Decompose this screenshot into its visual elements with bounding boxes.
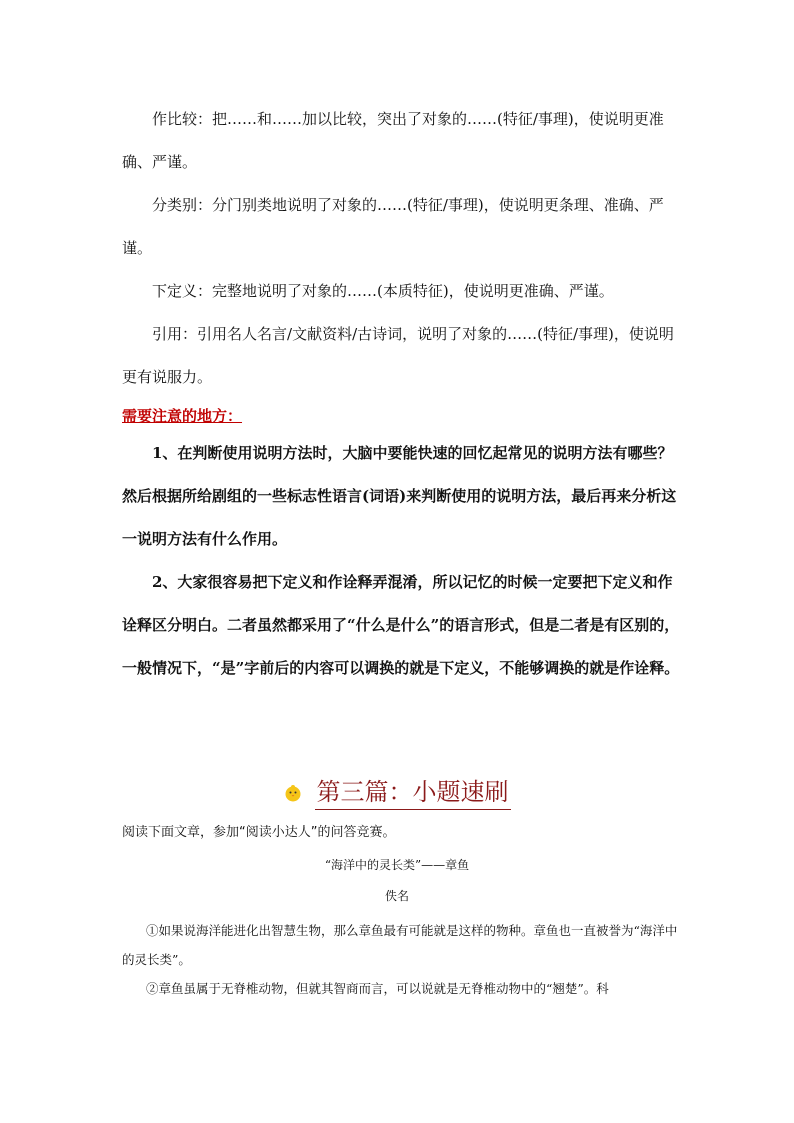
- chick-icon: [283, 783, 303, 803]
- article-author: 佚名: [384, 889, 409, 903]
- method-text: 把……和……加以比较，突出了对象的……(特征/事理)，使说明更准确、严谨。: [122, 110, 664, 171]
- reading-intro: 阅读下面文章，参加“阅读小达人”的问答竞赛。: [122, 825, 396, 840]
- method-classification: [122, 184, 682, 270]
- method-label: 引用：: [152, 325, 198, 343]
- section-header: [0, 776, 794, 816]
- method-text: 完整地说明了对象的……(本质特征)，使说明更准确、严谨。: [212, 282, 614, 300]
- method-comparison: [122, 98, 682, 184]
- section-title: 第三篇：小题速刷: [315, 776, 511, 810]
- notice-title: 需要注意的地方：: [122, 407, 243, 425]
- method-definition: [122, 270, 682, 313]
- section-header-inner: [283, 776, 510, 810]
- method-quotation: [122, 313, 682, 399]
- article-paragraph: ①如果说海洋能进化出智慧生物，那么章鱼最有可能就是这样的物种。章鱼也一直被誉为“海洋中的灵长类”。: [122, 923, 678, 967]
- method-label: 分类别：: [152, 196, 213, 214]
- article-paragraph: ②章鱼虽属于无脊椎动物，但就其智商而言，可以说就是无脊椎动物中的“翘楚”。科: [146, 981, 609, 996]
- method-label: 作比较：: [152, 110, 213, 128]
- method-text: 引用名人名言/文献资料/古诗词，说明了对象的……(特征/事理)，使说明更有说服力。: [122, 325, 674, 386]
- explanation-methods: [122, 98, 682, 399]
- article-title: “海洋中的灵长类”——章鱼: [324, 858, 470, 872]
- notice-item: 2、大家很容易把下定义和作诠释弄混淆，所以记忆的时候一定要把下定义和作诠释区分明白。二者虽然都采用了“什么是什么”的语言形式，但是二者是有区别的，一般情况下，“是”字前后的内容可以调换的就是下定义，不能够调换的就是作诠释。: [122, 573, 680, 677]
- notice-items: [122, 432, 682, 690]
- notice-item: 1、在判断使用说明方法时，大脑中要能快速的回忆起常见的说明方法有哪些？然后根据所给剧组的一些标志性语言(词语)来判断使用的说明方法，最后再来分析这一说明方法有什么作用。: [122, 444, 677, 548]
- article-body: [122, 916, 682, 1003]
- method-text: 分门别类地说明了对象的……(特征/事理)，使说明更条理、准确、严谨。: [122, 196, 664, 257]
- method-label: 下定义：: [152, 282, 213, 300]
